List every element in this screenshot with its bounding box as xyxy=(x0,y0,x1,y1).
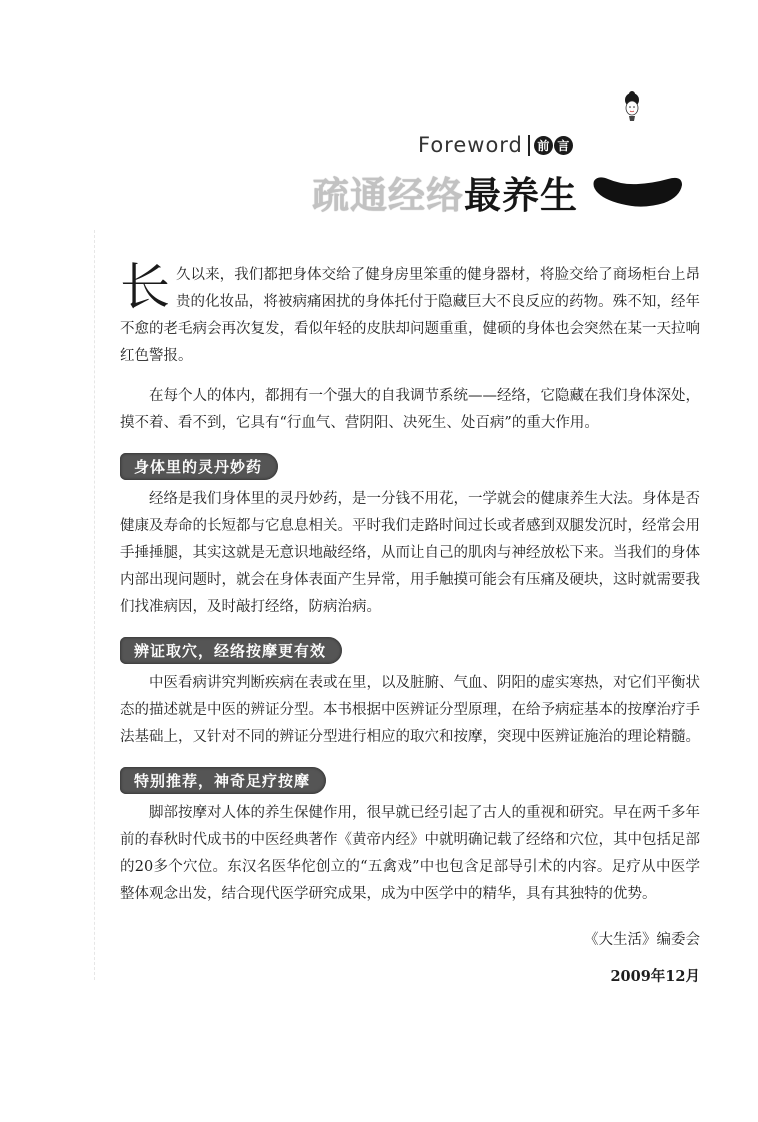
section-body: 经络是我们身体里的灵丹妙药，是一分钱不用花，一学就会的健康养生大法。身体是否健康及寿命的长短都与它息息相关。平时我们走路时间过长或者感到双腿发沉时，经常会用手捶捶腿，其实这就是无意识地敲经络，从而让自己的肌肉与神经放松下来。当我们的身体内部出现问题时，就会在身体表面产生异常，用手触摸可能会有压痛及硬块，这时就需要我们找准病因，及时敲打经络，防病治病。 xyxy=(120,491,700,615)
section-title: 身体里的灵丹妙药 xyxy=(120,453,278,480)
date: 2009年12月 xyxy=(610,968,700,985)
title-light-part: 疏通经络 xyxy=(312,174,464,217)
signature: 《大生活》编委会 xyxy=(584,932,700,948)
foreword-divider xyxy=(528,135,530,156)
page-title xyxy=(312,165,578,219)
section-title: 特别推荐，神奇足疗按摩 xyxy=(120,767,326,794)
section-title: 辨证取穴，经络按摩更有效 xyxy=(120,637,342,664)
section-body: 脚部按摩对人体的养生保健作用，很早就已经引起了古人的重视和研究。早在两千多年前的春秋时代成书的中医经典著作《黄帝内经》中就明确记载了经络和穴位，其中包括足部的20多个穴位。东汉名医华佗创立的“五禽戏”中也包含足部导引术的内容。足疗从中医学整体观念出发，结合现代医学研究成果，成为中医学中的精华，具有其独特的优势。 xyxy=(120,805,700,902)
foreword-label: Foreword xyxy=(418,133,523,157)
intro-text: 久以来，我们都把身体交给了健身房里笨重的健身器材，将脸交给了商场柜台上昂贵的化妆品，将被病痛困扰的身体托付于隐藏巨大不良反应的药物。殊不知，经年不愈的老毛病会再次复发，看似年轻的皮肤却问题重重，健硕的身体也会突然在某一天拉响红色警报。 xyxy=(120,267,700,364)
girl-face-icon xyxy=(622,91,642,127)
scan-margin-line xyxy=(94,230,97,980)
drop-cap: 长 xyxy=(120,258,170,316)
foreword-heading xyxy=(418,133,573,157)
header xyxy=(300,85,720,225)
section xyxy=(120,621,700,751)
title-dark-part: 最养生 xyxy=(464,174,578,217)
decorative-ink-blob xyxy=(592,171,684,209)
section xyxy=(120,437,700,621)
section xyxy=(120,751,700,908)
intro-paragraph-2: 在每个人的体内，都拥有一个强大的自我调节系统——经络，它隐藏在我们身体深处，摸不着、看不到，它具有“行血气、营阴阳、决死生、处百病”的重大作用。 xyxy=(120,388,700,431)
foreword-badge xyxy=(534,136,573,155)
badge-char: 前 xyxy=(534,136,553,155)
intro-paragraph xyxy=(120,258,700,370)
badge-char: 言 xyxy=(554,136,573,155)
section-body: 中医看病讲究判断疾病在表或在里，以及脏腑、气血、阴阳的虚实寒热，对它们平衡状态的描述就是中医的辨证分型。本书根据中医辨证分型原理，在给予病症基本的按摩治疗手法基础上，又针对不同的辨证分型进行相应的取穴和按摩，突现中医辨证施治的理论精髓。 xyxy=(120,675,700,745)
body-content xyxy=(120,258,700,986)
